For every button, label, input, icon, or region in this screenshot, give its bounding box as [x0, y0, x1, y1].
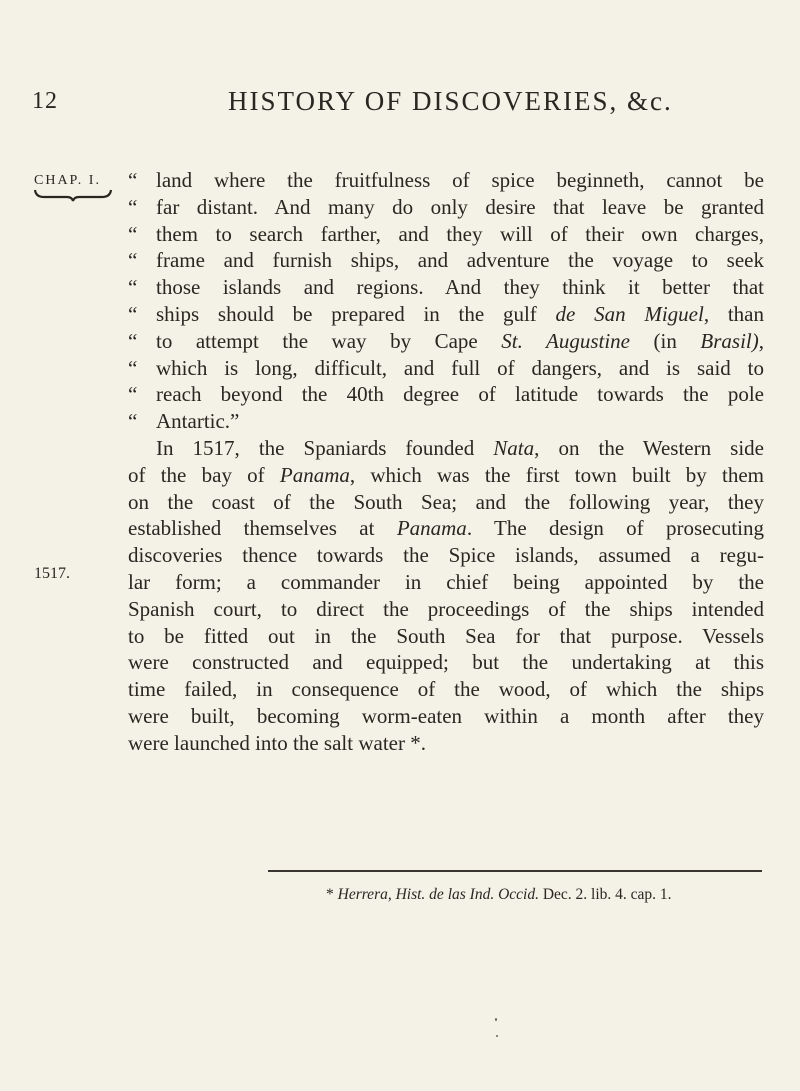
quote-mark: “ — [128, 355, 138, 380]
quote-line — [128, 247, 764, 274]
quote-line — [128, 221, 764, 248]
italic-text: Nata — [493, 435, 535, 460]
chapter-brace-ornament — [34, 188, 112, 202]
quote-mark: “ — [128, 275, 138, 300]
text-run: Dec. 2. lib. 4. cap. 1. — [538, 886, 672, 903]
text-run: time failed, in consequence of the wood, of which the ships — [128, 677, 764, 702]
paper-speck — [495, 1018, 497, 1021]
quote-line — [128, 301, 764, 328]
quote-line — [128, 274, 764, 301]
quote-line — [128, 167, 764, 194]
text-run: of the bay of — [128, 462, 280, 487]
quote-line-text — [156, 247, 764, 274]
text-run: frame and furnish ships, and adventure the voyage to seek — [156, 248, 764, 273]
text-run: them to search farther, and they will of their own charges, — [156, 221, 764, 246]
text-run: , which was the first town built by them — [349, 462, 764, 487]
text-run: discoveries thence towards the Spice islands, assumed a regu- — [128, 543, 764, 568]
paragraph-line — [128, 569, 764, 596]
body-text — [128, 167, 764, 757]
quote-line-text — [156, 274, 764, 301]
main-paragraph — [128, 435, 764, 757]
quote-line-text — [156, 408, 764, 435]
text-run: land where the fruitfulness of spice beginneth, cannot be — [156, 168, 764, 192]
text-run: reach beyond the 40th degree of latitude towards the pole — [156, 382, 764, 407]
text-run: far distant. And many do only desire that leave be granted — [156, 194, 764, 219]
paragraph-line — [128, 730, 764, 757]
paragraph-line — [128, 676, 764, 703]
text-run: (in — [630, 328, 701, 353]
quote-line-text — [156, 381, 764, 408]
text-run: * — [326, 886, 338, 903]
text-run: to be fitted out in the South Sea for that purpose. Vessels — [128, 623, 764, 648]
text-run: were launched into the salt water *. — [128, 730, 426, 755]
margin-chapter-note: CHAP. I. — [34, 173, 101, 188]
text-run: on the coast of the South Sea; and the following year, they — [128, 489, 764, 514]
paragraph-line — [128, 703, 764, 730]
paragraph-line — [128, 435, 764, 462]
text-run: In 1517, the Spaniards founded — [156, 435, 494, 460]
text-run: , than — [703, 301, 764, 326]
footnote — [326, 886, 672, 904]
quote-mark: “ — [128, 194, 138, 219]
quote-mark: “ — [128, 248, 138, 273]
quote-line — [128, 381, 764, 408]
text-run: were constructed and equipped; but the undertaking at this — [128, 650, 764, 675]
italic-text: Panama — [396, 516, 467, 541]
quote-line-text — [156, 167, 764, 194]
text-run: established themselves at — [128, 516, 397, 541]
text-run: Antartic.” — [156, 409, 240, 434]
page-number: 12 — [32, 88, 58, 114]
quote-line-text — [156, 328, 764, 355]
quote-line-text — [156, 194, 764, 221]
text-run: which is long, difficult, and full of dangers, and is said to — [156, 355, 764, 380]
quote-line — [128, 355, 764, 382]
quote-mark: “ — [128, 301, 138, 326]
italic-text: de San Miguel — [555, 301, 704, 326]
quote-line — [128, 194, 764, 221]
quote-line-text — [156, 355, 764, 382]
text-run: to attempt the way by Cape — [156, 328, 502, 353]
quote-line — [128, 408, 764, 435]
italic-text: St. Augustine — [501, 328, 631, 353]
paragraph-line — [128, 649, 764, 676]
text-run: were built, becoming worm-eaten within a month after they — [128, 703, 764, 728]
quotation-block — [128, 167, 764, 435]
text-run: ships should be prepared in the gulf — [156, 301, 556, 326]
italic-text: Panama — [279, 462, 350, 487]
quote-line-text — [156, 301, 764, 328]
text-run: . The design of prosecuting — [466, 516, 764, 541]
text-run: Spanish court, to direct the proceedings of the ships intended — [128, 596, 764, 621]
margin-year-note: 1517. — [34, 565, 70, 582]
quote-mark: “ — [128, 328, 138, 353]
quote-mark: “ — [128, 382, 138, 407]
quote-line-text — [156, 221, 764, 248]
footnote-rule — [268, 870, 762, 872]
text-run: , — [758, 328, 764, 353]
italic-text: Brasil) — [700, 328, 759, 353]
paragraph-line — [128, 489, 764, 516]
quote-line — [128, 328, 764, 355]
running-title: HISTORY OF DISCOVERIES, &c. — [228, 86, 673, 116]
quote-mark: “ — [128, 409, 138, 434]
paragraph-line — [128, 515, 764, 542]
paragraph-line — [128, 596, 764, 623]
text-run: , on the Western side — [534, 435, 764, 460]
paragraph-line — [128, 462, 764, 489]
text-run: lar form; a commander in chief being appointed by the — [128, 569, 764, 594]
italic-text: Herrera, Hist. de las Ind. Occid. — [337, 886, 539, 903]
paragraph-line — [128, 623, 764, 650]
quote-mark: “ — [128, 221, 138, 246]
paragraph-line — [128, 542, 764, 569]
paper-speck — [496, 1035, 498, 1037]
text-run: those islands and regions. And they think it better that — [156, 275, 764, 300]
quote-mark: “ — [128, 168, 138, 192]
